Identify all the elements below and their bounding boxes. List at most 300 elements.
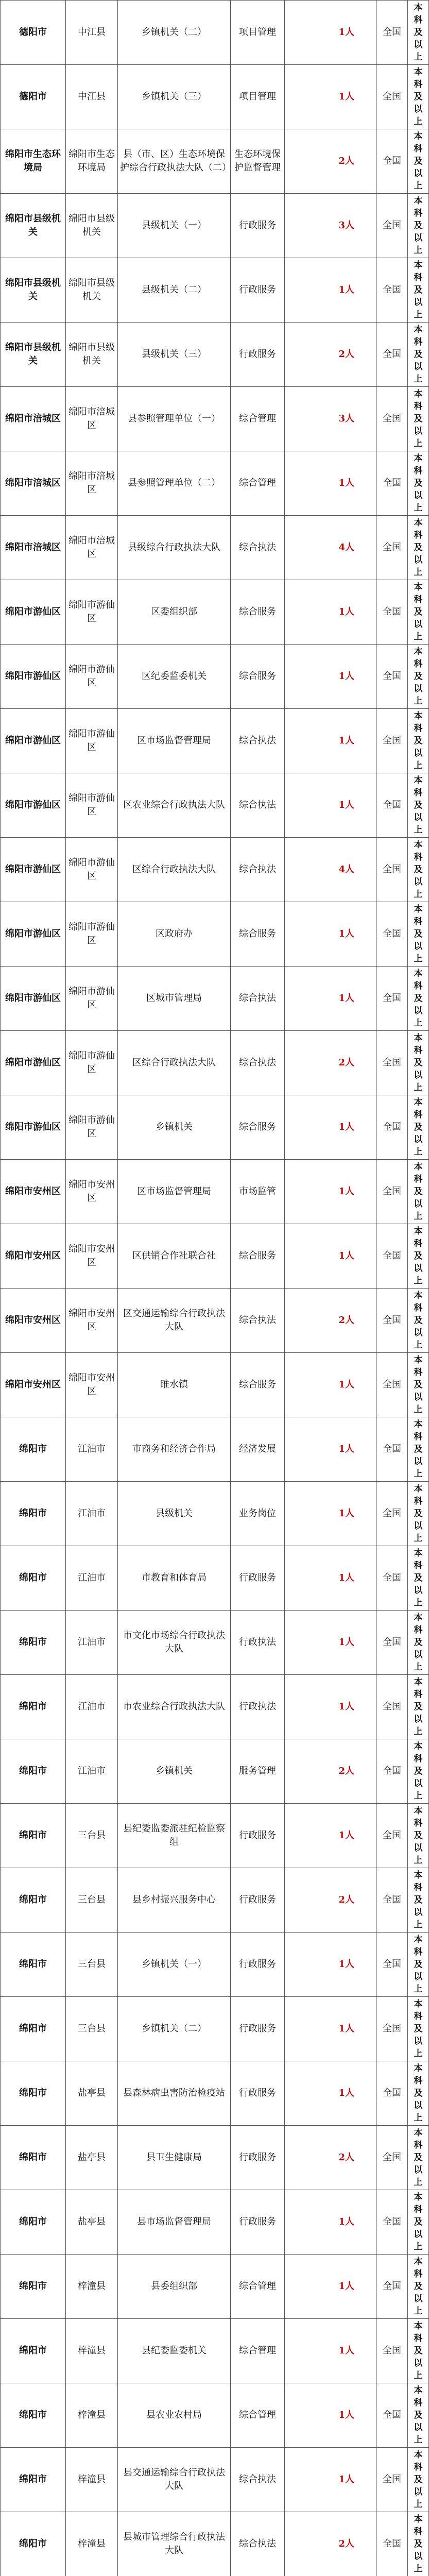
table-row — [1, 2126, 429, 2190]
education-cell: 本科及以上 — [408, 2126, 429, 2190]
city-cell: 德阳市 — [1, 65, 66, 129]
headcount-cell: 1人 — [285, 967, 376, 1031]
position-cell: 综合服务 — [231, 1095, 285, 1160]
unit-cell: 县森林病虫害防治检疫站 — [118, 2061, 231, 2126]
unit-cell: 市农业综合行政执法大队 — [118, 1675, 231, 1739]
position-cell: 行政服务 — [231, 1997, 285, 2061]
education-cell: 本科及以上 — [408, 1611, 429, 1675]
position-cell: 综合管理 — [231, 2383, 285, 2448]
table-row — [1, 65, 429, 129]
headcount-cell: 1人 — [285, 1095, 376, 1160]
city-cell: 绵阳市 — [1, 2061, 66, 2126]
education-cell: 本科及以上 — [408, 1675, 429, 1739]
county-cell: 绵阳市游仙区 — [66, 773, 118, 838]
education-cell: 本科及以上 — [408, 1868, 429, 1933]
city-cell: 绵阳市 — [1, 1675, 66, 1739]
city-cell: 绵阳市 — [1, 2319, 66, 2383]
county-cell: 绵阳市游仙区 — [66, 645, 118, 709]
table-row — [1, 1611, 429, 1675]
headcount-cell: 1人 — [285, 1482, 376, 1546]
region-cell: 全国 — [376, 1739, 408, 1804]
city-cell: 绵阳市 — [1, 1611, 66, 1675]
county-cell: 江油市 — [66, 1611, 118, 1675]
headcount-cell: 1人 — [285, 1224, 376, 1289]
table-row — [1, 773, 429, 838]
education-cell: 本科及以上 — [408, 194, 429, 258]
headcount-cell: 1人 — [285, 1675, 376, 1739]
position-cell: 服务管理 — [231, 1739, 285, 1804]
city-cell: 绵阳市 — [1, 1933, 66, 1997]
city-cell: 绵阳市涪城区 — [1, 451, 66, 516]
headcount-cell: 1人 — [285, 773, 376, 838]
table-row — [1, 645, 429, 709]
position-cell: 行政服务 — [231, 2126, 285, 2190]
county-cell: 江油市 — [66, 1482, 118, 1546]
unit-cell: 区市场监督管理局 — [118, 1160, 231, 1224]
position-cell: 市场监管 — [231, 1160, 285, 1224]
unit-cell: 县纪委监委机关 — [118, 2319, 231, 2383]
education-cell: 本科及以上 — [408, 1289, 429, 1353]
county-cell: 绵阳市游仙区 — [66, 967, 118, 1031]
county-cell: 绵阳市游仙区 — [66, 838, 118, 902]
city-cell: 绵阳市 — [1, 2255, 66, 2319]
table-row — [1, 1353, 429, 1417]
table-row — [1, 967, 429, 1031]
table-row — [1, 709, 429, 773]
table-row — [1, 838, 429, 902]
city-cell: 绵阳市 — [1, 1417, 66, 1482]
table-row — [1, 1289, 429, 1353]
unit-cell: 乡镇机关（三） — [118, 65, 231, 129]
unit-cell: 区综合行政执法大队 — [118, 1031, 231, 1095]
table-row — [1, 451, 429, 516]
education-cell: 本科及以上 — [408, 773, 429, 838]
headcount-cell: 1人 — [285, 1611, 376, 1675]
education-cell: 本科及以上 — [408, 2255, 429, 2319]
education-cell: 本科及以上 — [408, 1, 429, 65]
county-cell: 中江县 — [66, 65, 118, 129]
education-cell: 本科及以上 — [408, 709, 429, 773]
education-cell: 本科及以上 — [408, 1997, 429, 2061]
education-cell: 本科及以上 — [408, 1546, 429, 1611]
education-cell: 本科及以上 — [408, 2512, 429, 2576]
table-row — [1, 2255, 429, 2319]
position-cell: 综合执法 — [231, 1031, 285, 1095]
unit-cell: 县卫生健康局 — [118, 2126, 231, 2190]
position-cell: 行政服务 — [231, 1933, 285, 1997]
position-cell: 行政服务 — [231, 258, 285, 323]
table-row — [1, 1868, 429, 1933]
region-cell: 全国 — [376, 65, 408, 129]
city-cell: 绵阳市涪城区 — [1, 387, 66, 451]
city-cell: 绵阳市生态环境局 — [1, 129, 66, 194]
table-row — [1, 1804, 429, 1868]
region-cell: 全国 — [376, 967, 408, 1031]
table-row — [1, 1, 429, 65]
region-cell: 全国 — [376, 2190, 408, 2255]
county-cell: 梓潼县 — [66, 2383, 118, 2448]
city-cell: 绵阳市 — [1, 1804, 66, 1868]
county-cell: 三台县 — [66, 1804, 118, 1868]
unit-cell: 县级机关 — [118, 1482, 231, 1546]
county-cell: 盐亭县 — [66, 2126, 118, 2190]
education-cell: 本科及以上 — [408, 1417, 429, 1482]
city-cell: 绵阳市安州区 — [1, 1224, 66, 1289]
table-row — [1, 1997, 429, 2061]
county-cell: 绵阳市安州区 — [66, 1289, 118, 1353]
county-cell: 绵阳市游仙区 — [66, 709, 118, 773]
region-cell: 全国 — [376, 1095, 408, 1160]
headcount-cell: 1人 — [285, 2383, 376, 2448]
table-row — [1, 1031, 429, 1095]
city-cell: 绵阳市游仙区 — [1, 967, 66, 1031]
unit-cell: 市教育和体育局 — [118, 1546, 231, 1611]
county-cell: 绵阳市游仙区 — [66, 580, 118, 645]
city-cell: 绵阳市 — [1, 1739, 66, 1804]
headcount-cell: 1人 — [285, 902, 376, 967]
position-cell: 综合执法 — [231, 967, 285, 1031]
table-row — [1, 1417, 429, 1482]
unit-cell: 乡镇机关 — [118, 1739, 231, 1804]
headcount-cell: 2人 — [285, 2126, 376, 2190]
city-cell: 德阳市 — [1, 1, 66, 65]
county-cell: 梓潼县 — [66, 2448, 118, 2512]
headcount-cell: 1人 — [285, 1804, 376, 1868]
position-cell: 综合服务 — [231, 902, 285, 967]
headcount-cell: 1人 — [285, 2190, 376, 2255]
county-cell: 绵阳市安州区 — [66, 1224, 118, 1289]
position-cell: 综合服务 — [231, 1353, 285, 1417]
table-row — [1, 516, 429, 580]
headcount-cell: 1人 — [285, 2255, 376, 2319]
county-cell: 绵阳市县级机关 — [66, 323, 118, 387]
county-cell: 三台县 — [66, 1868, 118, 1933]
region-cell: 全国 — [376, 1289, 408, 1353]
city-cell: 绵阳市 — [1, 2190, 66, 2255]
region-cell: 全国 — [376, 2319, 408, 2383]
education-cell: 本科及以上 — [408, 387, 429, 451]
education-cell: 本科及以上 — [408, 65, 429, 129]
county-cell: 绵阳市游仙区 — [66, 1095, 118, 1160]
position-cell: 综合服务 — [231, 1224, 285, 1289]
county-cell: 绵阳市游仙区 — [66, 902, 118, 967]
unit-cell: 区城市管理局 — [118, 967, 231, 1031]
table-row — [1, 1546, 429, 1611]
city-cell: 绵阳市 — [1, 2448, 66, 2512]
unit-cell: 县委组织部 — [118, 2255, 231, 2319]
county-cell: 绵阳市县级机关 — [66, 194, 118, 258]
county-cell: 盐亭县 — [66, 2190, 118, 2255]
region-cell: 全国 — [376, 129, 408, 194]
region-cell: 全国 — [376, 580, 408, 645]
unit-cell: 区市场监督管理局 — [118, 709, 231, 773]
table-body — [1, 1, 429, 2576]
position-cell: 项目管理 — [231, 65, 285, 129]
position-cell: 综合管理 — [231, 2255, 285, 2319]
unit-cell: 区供销合作社联合社 — [118, 1224, 231, 1289]
education-cell: 本科及以上 — [408, 1095, 429, 1160]
county-cell: 江油市 — [66, 1417, 118, 1482]
headcount-cell: 1人 — [285, 1997, 376, 2061]
unit-cell: 县纪委监委派驻纪检监察组 — [118, 1804, 231, 1868]
region-cell: 全国 — [376, 1611, 408, 1675]
region-cell: 全国 — [376, 2512, 408, 2576]
position-cell: 行政服务 — [231, 194, 285, 258]
county-cell: 三台县 — [66, 1997, 118, 2061]
unit-cell: 区政府办 — [118, 902, 231, 967]
unit-cell: 市商务和经济合作局 — [118, 1417, 231, 1482]
headcount-cell: 1人 — [285, 1, 376, 65]
table-row — [1, 258, 429, 323]
unit-cell: 区综合行政执法大队 — [118, 838, 231, 902]
region-cell: 全国 — [376, 387, 408, 451]
region-cell: 全国 — [376, 2383, 408, 2448]
unit-cell: 县乡村振兴服务中心 — [118, 1868, 231, 1933]
city-cell: 绵阳市县级机关 — [1, 258, 66, 323]
table-row — [1, 1482, 429, 1546]
county-cell: 江油市 — [66, 1739, 118, 1804]
region-cell: 全国 — [376, 2255, 408, 2319]
education-cell: 本科及以上 — [408, 902, 429, 967]
city-cell: 绵阳市游仙区 — [1, 645, 66, 709]
unit-cell: 乡镇机关 — [118, 1095, 231, 1160]
city-cell: 绵阳市县级机关 — [1, 323, 66, 387]
table-row — [1, 2190, 429, 2255]
table-row — [1, 387, 429, 451]
city-cell: 绵阳市安州区 — [1, 1353, 66, 1417]
unit-cell: 区农业综合行政执法大队 — [118, 773, 231, 838]
region-cell: 全国 — [376, 1868, 408, 1933]
unit-cell: 区委组织部 — [118, 580, 231, 645]
education-cell: 本科及以上 — [408, 2448, 429, 2512]
region-cell: 全国 — [376, 1546, 408, 1611]
table-row — [1, 323, 429, 387]
region-cell: 全国 — [376, 838, 408, 902]
position-cell: 行政服务 — [231, 2061, 285, 2126]
education-cell: 本科及以上 — [408, 1224, 429, 1289]
headcount-cell: 1人 — [285, 1353, 376, 1417]
region-cell: 全国 — [376, 323, 408, 387]
city-cell: 绵阳市 — [1, 2383, 66, 2448]
city-cell: 绵阳市安州区 — [1, 1160, 66, 1224]
county-cell: 三台县 — [66, 1933, 118, 1997]
unit-cell: 县级机关（三） — [118, 323, 231, 387]
position-cell: 综合管理 — [231, 451, 285, 516]
position-cell: 综合执法 — [231, 838, 285, 902]
headcount-cell: 2人 — [285, 1739, 376, 1804]
position-cell: 行政服务 — [231, 2190, 285, 2255]
position-cell: 综合执法 — [231, 2448, 285, 2512]
city-cell: 绵阳市游仙区 — [1, 902, 66, 967]
position-cell: 行政服务 — [231, 1546, 285, 1611]
position-cell: 综合管理 — [231, 387, 285, 451]
education-cell: 本科及以上 — [408, 1482, 429, 1546]
county-cell: 绵阳市涪城区 — [66, 451, 118, 516]
county-cell: 盐亭县 — [66, 2061, 118, 2126]
unit-cell: 县城市管理综合行政执法大队 — [118, 2512, 231, 2576]
unit-cell: 县（市、区）生态环境保护综合行政执法大队（二） — [118, 129, 231, 194]
headcount-cell: 1人 — [285, 1546, 376, 1611]
headcount-cell: 3人 — [285, 194, 376, 258]
county-cell: 绵阳市涪城区 — [66, 516, 118, 580]
region-cell: 全国 — [376, 1804, 408, 1868]
unit-cell: 睢水镇 — [118, 1353, 231, 1417]
headcount-cell: 1人 — [285, 258, 376, 323]
headcount-cell: 2人 — [285, 1289, 376, 1353]
position-cell: 综合执法 — [231, 709, 285, 773]
region-cell: 全国 — [376, 451, 408, 516]
unit-cell: 县级机关（二） — [118, 258, 231, 323]
education-cell: 本科及以上 — [408, 1739, 429, 1804]
city-cell: 绵阳市 — [1, 1868, 66, 1933]
table-row — [1, 194, 429, 258]
city-cell: 绵阳市 — [1, 2126, 66, 2190]
education-cell: 本科及以上 — [408, 2061, 429, 2126]
headcount-cell: 1人 — [285, 1933, 376, 1997]
region-cell: 全国 — [376, 2448, 408, 2512]
education-cell: 本科及以上 — [408, 1933, 429, 1997]
unit-cell: 乡镇机关（二） — [118, 1997, 231, 2061]
city-cell: 绵阳市县级机关 — [1, 194, 66, 258]
city-cell: 绵阳市游仙区 — [1, 580, 66, 645]
county-cell: 绵阳市县级机关 — [66, 258, 118, 323]
region-cell: 全国 — [376, 1031, 408, 1095]
unit-cell: 县市场监督管理局 — [118, 2190, 231, 2255]
unit-cell: 乡镇机关（二） — [118, 1, 231, 65]
education-cell: 本科及以上 — [408, 1804, 429, 1868]
education-cell: 本科及以上 — [408, 1353, 429, 1417]
county-cell: 梓潼县 — [66, 2319, 118, 2383]
education-cell: 本科及以上 — [408, 2190, 429, 2255]
position-cell: 行政服务 — [231, 1804, 285, 1868]
region-cell: 全国 — [376, 516, 408, 580]
county-cell: 绵阳市安州区 — [66, 1160, 118, 1224]
education-cell: 本科及以上 — [408, 2383, 429, 2448]
education-cell: 本科及以上 — [408, 451, 429, 516]
headcount-cell: 1人 — [285, 2319, 376, 2383]
county-cell: 梓潼县 — [66, 2255, 118, 2319]
county-cell: 梓潼县 — [66, 2512, 118, 2576]
table-row — [1, 2448, 429, 2512]
unit-cell: 县交通运输综合行政执法大队 — [118, 2448, 231, 2512]
position-cell: 经济发展 — [231, 1417, 285, 1482]
city-cell: 绵阳市游仙区 — [1, 773, 66, 838]
region-cell: 全国 — [376, 1675, 408, 1739]
city-cell: 绵阳市游仙区 — [1, 838, 66, 902]
county-cell: 绵阳市游仙区 — [66, 1031, 118, 1095]
unit-cell: 县参照管理单位（一） — [118, 387, 231, 451]
education-cell: 本科及以上 — [408, 258, 429, 323]
headcount-cell: 1人 — [285, 451, 376, 516]
region-cell: 全国 — [376, 1417, 408, 1482]
region-cell: 全国 — [376, 1933, 408, 1997]
headcount-cell: 1人 — [285, 65, 376, 129]
region-cell: 全国 — [376, 773, 408, 838]
headcount-cell: 1人 — [285, 2448, 376, 2512]
region-cell: 全国 — [376, 645, 408, 709]
region-cell: 全国 — [376, 709, 408, 773]
position-cell: 综合服务 — [231, 580, 285, 645]
education-cell: 本科及以上 — [408, 1031, 429, 1095]
county-cell: 江油市 — [66, 1675, 118, 1739]
unit-cell: 区交通运输综合行政执法大队 — [118, 1289, 231, 1353]
position-cell: 项目管理 — [231, 1, 285, 65]
table-row — [1, 129, 429, 194]
county-cell: 江油市 — [66, 1546, 118, 1611]
region-cell: 全国 — [376, 1482, 408, 1546]
table-row — [1, 580, 429, 645]
headcount-cell: 3人 — [285, 387, 376, 451]
table-row — [1, 1160, 429, 1224]
position-cell: 综合执法 — [231, 2512, 285, 2576]
unit-cell: 县级机关（一） — [118, 194, 231, 258]
table-row — [1, 902, 429, 967]
position-cell: 综合管理 — [231, 2319, 285, 2383]
unit-cell: 区纪委监委机关 — [118, 645, 231, 709]
region-cell: 全国 — [376, 1353, 408, 1417]
table-row — [1, 1739, 429, 1804]
region-cell: 全国 — [376, 2126, 408, 2190]
table-row — [1, 2383, 429, 2448]
education-cell: 本科及以上 — [408, 967, 429, 1031]
position-cell: 行政服务 — [231, 1868, 285, 1933]
unit-cell: 市文化市场综合行政执法大队 — [118, 1611, 231, 1675]
education-cell: 本科及以上 — [408, 2319, 429, 2383]
position-cell: 综合执法 — [231, 516, 285, 580]
city-cell: 绵阳市安州区 — [1, 1289, 66, 1353]
headcount-cell: 2人 — [285, 129, 376, 194]
headcount-cell: 1人 — [285, 1160, 376, 1224]
region-cell: 全国 — [376, 258, 408, 323]
position-cell: 行政执法 — [231, 1675, 285, 1739]
headcount-cell: 4人 — [285, 516, 376, 580]
education-cell: 本科及以上 — [408, 580, 429, 645]
table-row — [1, 1224, 429, 1289]
table-row — [1, 2319, 429, 2383]
city-cell: 绵阳市 — [1, 1546, 66, 1611]
table-row — [1, 1095, 429, 1160]
headcount-cell: 2人 — [285, 323, 376, 387]
position-cell: 业务岗位 — [231, 1482, 285, 1546]
city-cell: 绵阳市 — [1, 1482, 66, 1546]
city-cell: 绵阳市 — [1, 1997, 66, 2061]
table-row — [1, 1933, 429, 1997]
headcount-cell: 2人 — [285, 1868, 376, 1933]
city-cell: 绵阳市游仙区 — [1, 709, 66, 773]
city-cell: 绵阳市 — [1, 2512, 66, 2576]
unit-cell: 县农业农村局 — [118, 2383, 231, 2448]
city-cell: 绵阳市游仙区 — [1, 1095, 66, 1160]
county-cell: 中江县 — [66, 1, 118, 65]
table-row — [1, 1675, 429, 1739]
position-cell: 综合执法 — [231, 1289, 285, 1353]
headcount-cell: 1人 — [285, 1417, 376, 1482]
education-cell: 本科及以上 — [408, 516, 429, 580]
city-cell: 绵阳市涪城区 — [1, 516, 66, 580]
unit-cell: 县级综合行政执法大队 — [118, 516, 231, 580]
region-cell: 全国 — [376, 1997, 408, 2061]
table-row — [1, 2061, 429, 2126]
unit-cell: 县参照管理单位（二） — [118, 451, 231, 516]
position-cell: 行政执法 — [231, 1611, 285, 1675]
headcount-cell: 1人 — [285, 709, 376, 773]
headcount-cell: 2人 — [285, 2512, 376, 2576]
education-cell: 本科及以上 — [408, 129, 429, 194]
headcount-cell: 1人 — [285, 2061, 376, 2126]
county-cell: 绵阳市生态环境局 — [66, 129, 118, 194]
table-row — [1, 2512, 429, 2576]
county-cell: 绵阳市安州区 — [66, 1353, 118, 1417]
